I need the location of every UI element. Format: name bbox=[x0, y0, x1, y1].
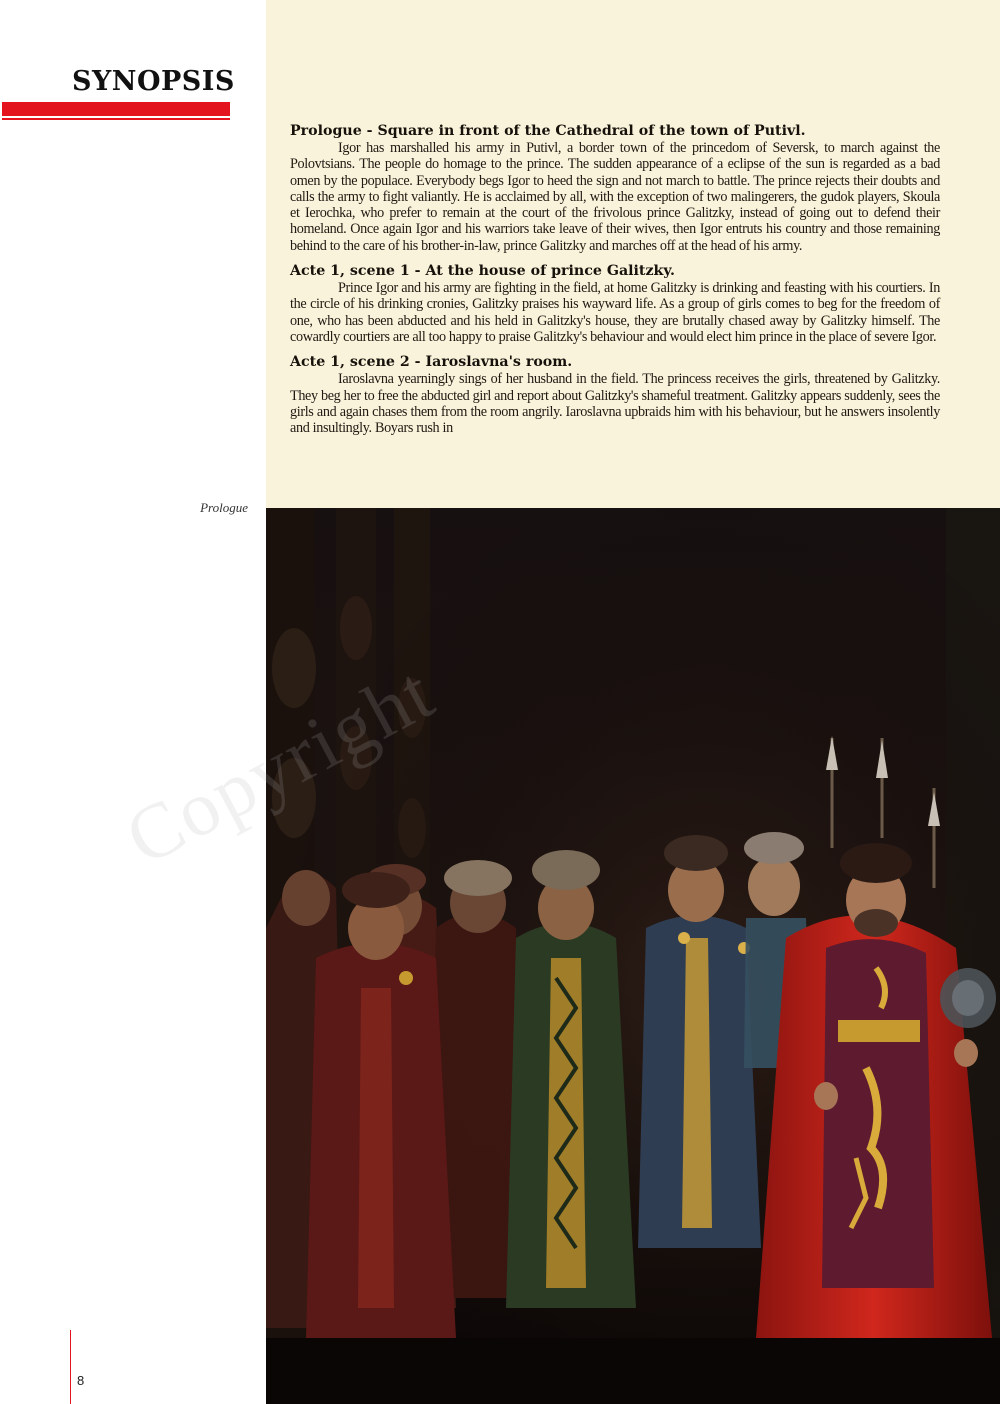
stage-photo-illustration bbox=[266, 508, 1000, 1404]
section-heading: Acte 1, scene 2 - Iaroslavna's room. bbox=[290, 354, 573, 371]
page-title: SYNOPSIS bbox=[72, 66, 235, 97]
section-act1-scene2 bbox=[290, 353, 940, 436]
photo-caption: Prologue bbox=[200, 500, 248, 515]
section-prologue bbox=[290, 122, 940, 254]
title-underline-rule bbox=[2, 118, 230, 120]
synopsis-body bbox=[290, 122, 940, 444]
title-underline-bar bbox=[2, 102, 230, 116]
section-paragraph: Iaroslavna yearningly sings of her husband in the field. The princess receives the girls, threatened by Galitzky. They beg her to free the abducted girl and report about Galitzky's shameful treatment. Galitzky appears suddenly, sees the girls and again chases them from the room angrily. Iaroslavna upbraids him with his behaviour, but he answers insolently and insultingly. Boyars rush in bbox=[290, 371, 940, 437]
section-paragraph: Igor has marshalled his army in Putivl, a border town of the princedom of Seversk, to march against the Polovtsians. The people do homage to the prince. The sudden appearance of a eclipse of the sun is regarded as a bad omen by the populace. Everybody begs Igor to heed the sign and not march to battle. The prince rejects their doubts and calls the army to fight valiantly. He is acclaimed by all, with the exception of two malingerers, the gudok players, Skoula et Ierochka, who prefer to remain at the court of the frivolous prince Galitzky, instead of going out to defend their homeland. Once again Igor and his warriors take leave of their wives, then Igor entruts his country and those remaining behind to the care of his brother-in-law, prince Galitzky and marches off at the head of his army. bbox=[290, 140, 940, 254]
left-margin-column bbox=[0, 0, 266, 1404]
stage-photograph bbox=[266, 508, 1000, 1404]
page-number: 8 bbox=[77, 1373, 85, 1388]
page-number-rule bbox=[70, 1330, 71, 1404]
section-heading: Acte 1, scene 1 - At the house of prince Galitzky. bbox=[290, 263, 675, 280]
section-heading: Prologue - Square in front of the Cathedral of the town of Putivl. bbox=[290, 123, 806, 139]
section-act1-scene1 bbox=[290, 262, 940, 345]
section-paragraph: Prince Igor and his army are fighting in the field, at home Galitzky is drinking and feasting with his courtiers. In the circle of his drinking cronies, Galitzky praises his wayward life. As a group of girls comes to beg for the freedom of one, who has been abducted and his held in Galitzky's house, they are brutally chased away by Galitzky himself. The cowardly courtiers are all too happy to praise Galitzky's behaviour and would elect him prince in the place of severe Igor. bbox=[290, 280, 940, 345]
synopsis-text-panel bbox=[266, 0, 1000, 508]
